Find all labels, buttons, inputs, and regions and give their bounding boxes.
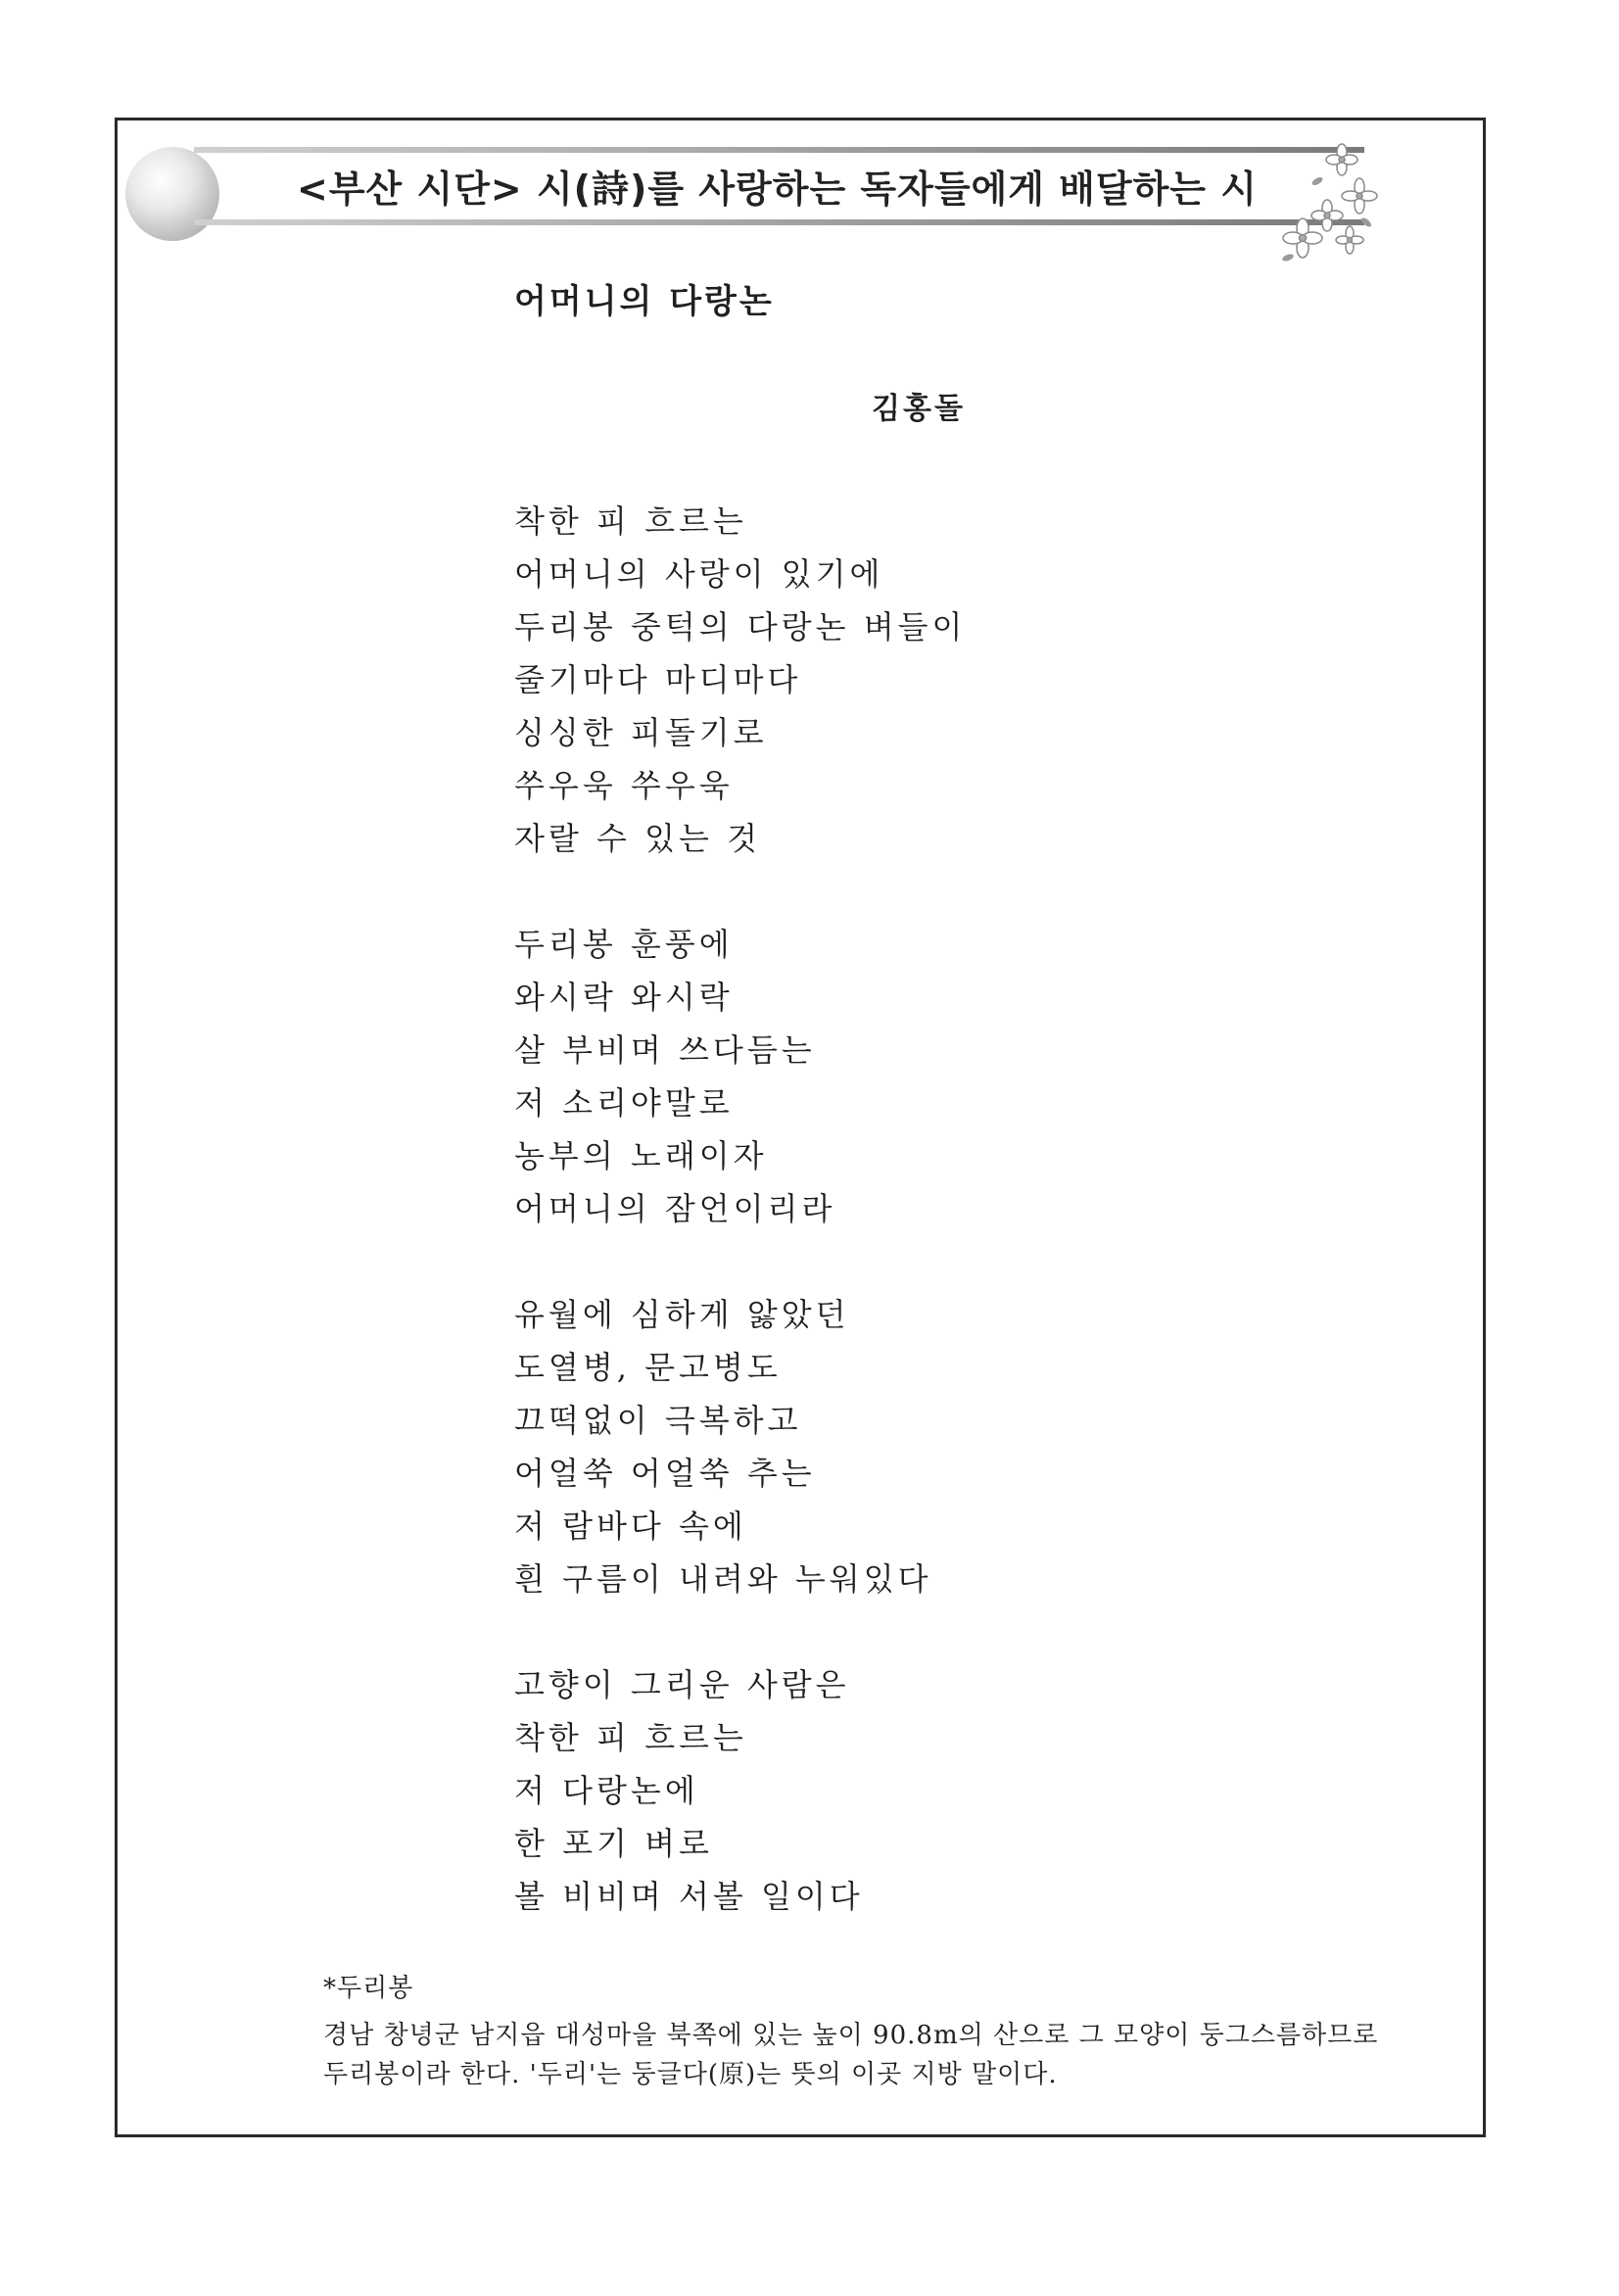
poem-line: 착한 피 흐르는 (514, 1719, 747, 1756)
poem-line: 착한 피 흐르는 (514, 502, 747, 540)
header-title: <부산 시단> 시(詩)를 사랑하는 독자들에게 배달하는 시 (297, 167, 1258, 211)
poem-line: 어머니의 사랑이 있기에 (514, 555, 884, 593)
banner-bottom-rule (194, 219, 1364, 225)
footnote-heading: *두리봉 (323, 1974, 414, 2003)
poem-line: 어얼쑥 어얼쑥 추는 (514, 1455, 816, 1492)
poem-line: 도열병, 문고병도 (514, 1349, 782, 1386)
poem-line: 와시락 와시락 (514, 979, 734, 1016)
poem-line: 쑤우욱 쑤우욱 (514, 767, 734, 804)
poem-line: 줄기마다 마디마다 (514, 661, 802, 698)
poem-line: 두리봉 중턱의 다랑논 벼들이 (514, 608, 967, 646)
poem-body (514, 495, 966, 1976)
stanza (514, 495, 966, 865)
poem-line: 유월에 심하게 앓았던 (514, 1296, 850, 1333)
flower-decoration-icon (1273, 142, 1381, 269)
poem-line: 저 소리야말로 (514, 1084, 734, 1122)
pearl-orb-decoration (125, 147, 219, 241)
poem-line: 저 람바다 속에 (514, 1507, 747, 1545)
poem-line: 싱싱한 피돌기로 (514, 714, 768, 751)
poem-title: 어머니의 다랑논 (514, 282, 775, 321)
poem-line: 고향이 그리운 사람은 (514, 1666, 850, 1703)
poem-line: 저 다랑논에 (514, 1772, 699, 1809)
poem-line: 두리봉 훈풍에 (514, 926, 734, 963)
poem-line: 농부의 노래이자 (514, 1137, 768, 1174)
stanza (514, 1288, 966, 1605)
poem-author: 김홍돌 (872, 392, 966, 426)
poem-line: 끄떡없이 극복하고 (514, 1402, 802, 1439)
poem-line: 살 부비며 쓰다듬는 (514, 1031, 816, 1069)
poem-line: 자랄 수 있는 것 (514, 820, 761, 857)
footnote (323, 1969, 1479, 2094)
footnote-line: 경남 창녕군 남지읍 대성마을 북쪽에 있는 높이 90.8m의 산으로 그 모양이 둥그스름하므로 (323, 2021, 1379, 2050)
poem-line: 한 포기 벼로 (514, 1825, 713, 1862)
poem-line: 볼 비비며 서볼 일이다 (514, 1878, 864, 1915)
poem-line: 흰 구름이 내려와 누워있다 (514, 1560, 932, 1598)
stanza (514, 1658, 966, 1923)
header-banner (125, 139, 1364, 233)
banner-top-rule (194, 147, 1364, 153)
poem-line: 어머니의 잠언이리라 (514, 1190, 836, 1227)
footnote-line: 두리봉이라 한다. '두리'는 둥글다(原)는 뜻의 이곳 지방 말이다. (323, 2060, 1058, 2089)
stanza (514, 918, 966, 1235)
